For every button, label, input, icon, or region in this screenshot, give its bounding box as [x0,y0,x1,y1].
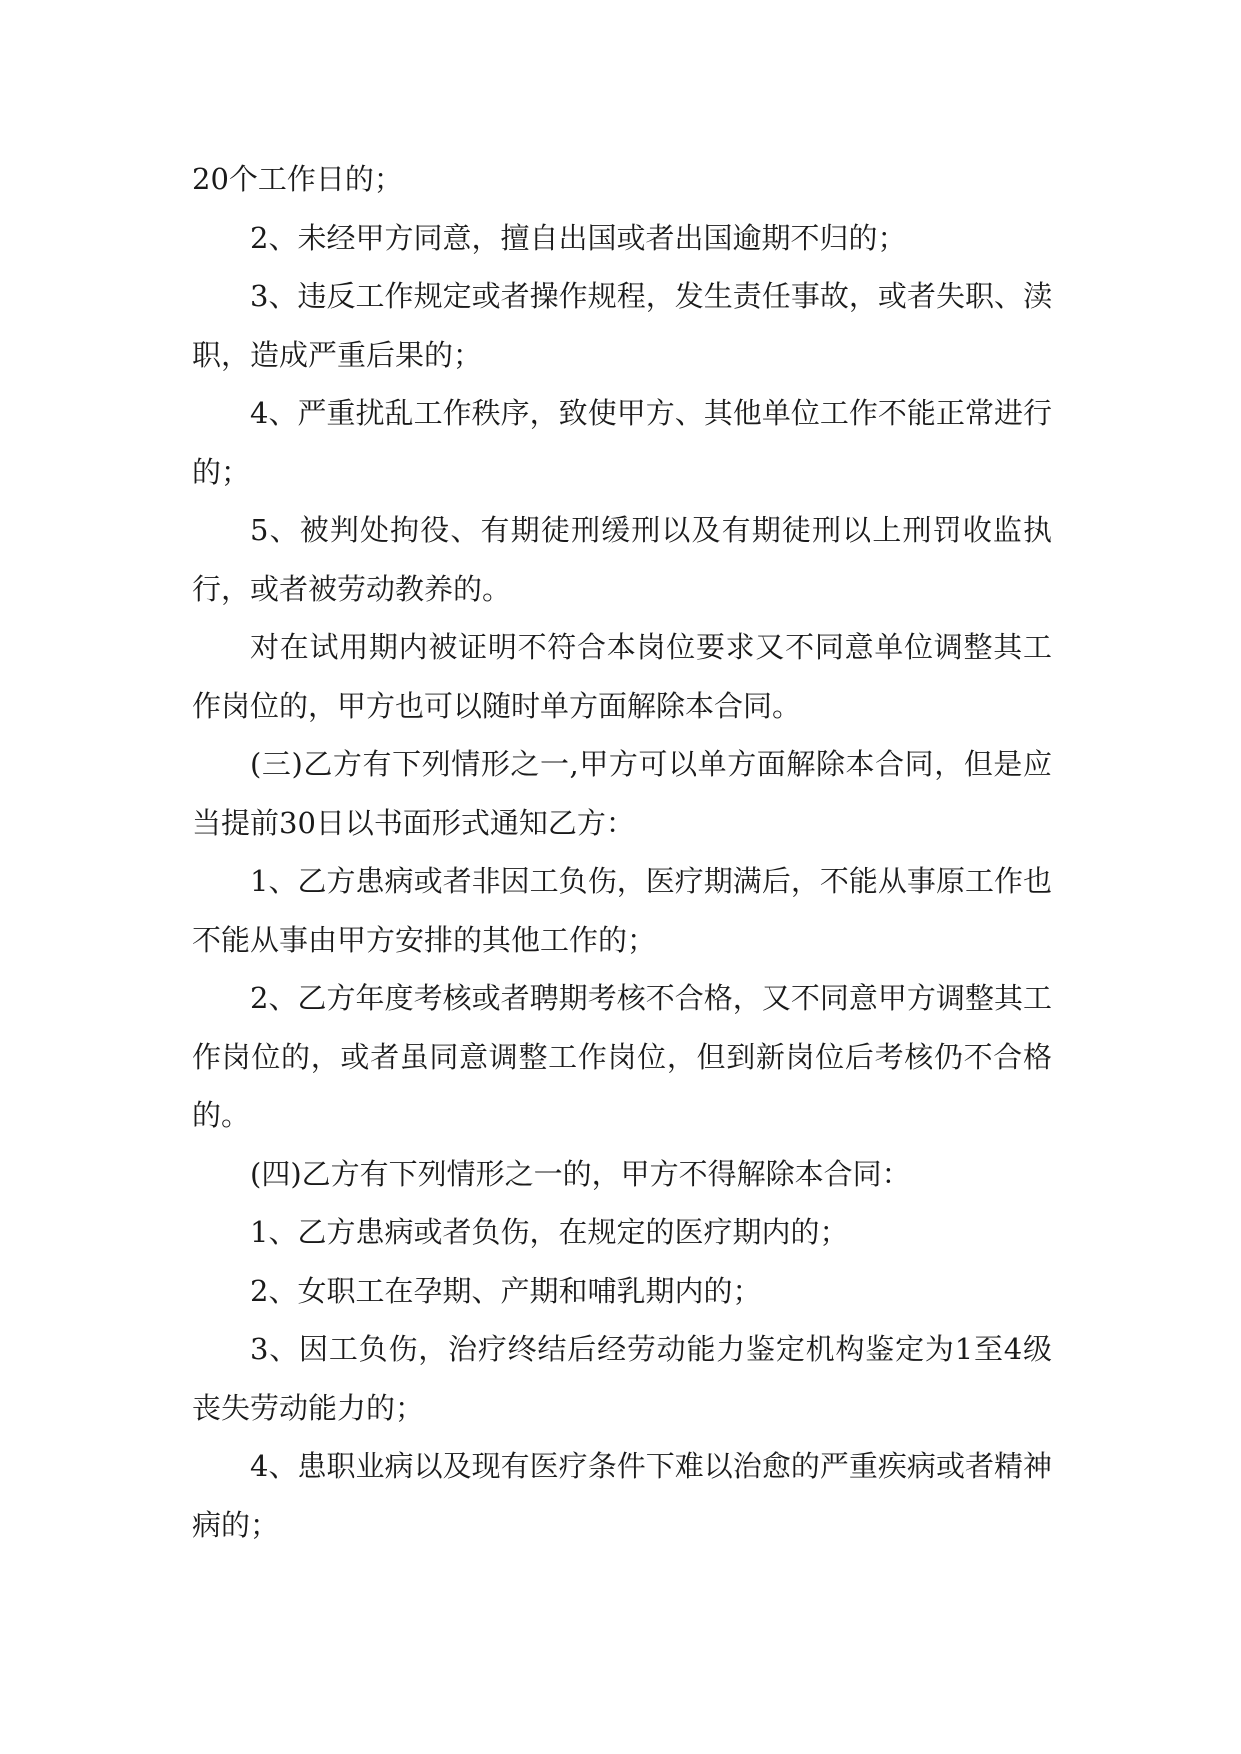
paragraph-6: 对在试用期内被证明不符合本岗位要求又不同意单位调整其工作岗位的，甲方也可以随时单方面解除本合同。 [192,630,1052,723]
paragraph-1: 20个工作日的； [192,162,403,196]
paragraph-3: 3、违反工作规定或者操作规程，发生责任事故，或者失职、渎职，造成严重后果的； [192,279,1052,372]
paragraph-7: (三)乙方有下列情形之一,甲方可以单方面解除本合同，但是应当提前30日以书面形式通知乙方： [192,747,1052,840]
paragraph-13: 3、因工负伤，治疗终结后经劳动能力鉴定机构鉴定为1至4级丧失劳动能力的； [192,1332,1052,1425]
paragraph-5: 5、被判处拘役、有期徒刑缓刑以及有期徒刑以上刑罚收监执行，或者被劳动教养的。 [192,513,1052,606]
paragraph-11: 1、乙方患病或者负伤，在规定的医疗期内的； [250,1215,849,1249]
paragraph-4: 4、严重扰乱工作秩序，致使甲方、其他单位工作不能正常进行的； [192,396,1052,489]
paragraph-12: 2、女职工在孕期、产期和哺乳期内的； [250,1273,762,1308]
document-body [192,150,1052,1554]
paragraph-9: 2、乙方年度考核或者聘期考核不合格，又不同意甲方调整其工作岗位的，或者虽同意调整工作岗位，但到新岗位后考核仍不合格的。 [192,981,1052,1132]
paragraph-10: (四)乙方有下列情形之一的，甲方不得解除本合同： [250,1156,911,1191]
paragraph-2: 2、未经甲方同意，擅自出国或者出国逾期不归的； [250,220,907,255]
paragraph-8: 1、乙方患病或者非因工负伤，医疗期满后，不能从事原工作也不能从事由甲方安排的其他工作的； [192,864,1052,957]
paragraph-14: 4、患职业病以及现有医疗条件下难以治愈的严重疾病或者精神病的； [192,1449,1052,1542]
